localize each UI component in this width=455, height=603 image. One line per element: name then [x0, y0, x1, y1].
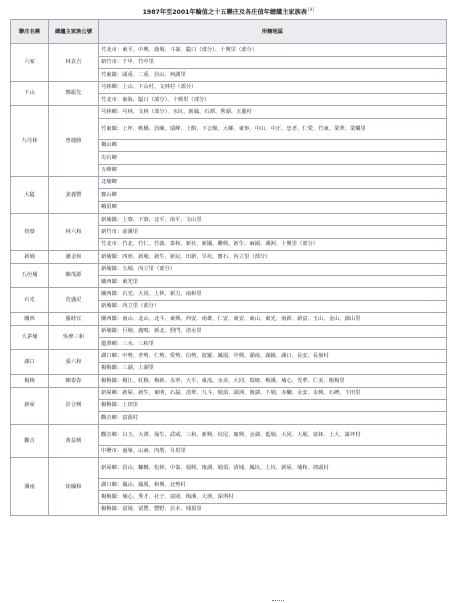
- area-cell: 新埔鎮：上寮、下寮、北平、南平、文山里: [99, 214, 447, 226]
- area-cell: 新竹市：千甲、竹中里: [99, 56, 447, 68]
- village-name-cell: 新埔: [11, 251, 49, 263]
- table-row: [11, 458, 447, 479]
- clan-cell: 姜義豐: [49, 176, 99, 213]
- table-row: [11, 375, 447, 387]
- village-name-cell: 五份埔: [11, 263, 49, 288]
- area-cell: 楊梅鎮：富岡、富豐、豐野、員本、埔頂里: [99, 503, 447, 515]
- area-cell: 龍潭鄉：三水、三和里: [99, 337, 447, 349]
- village-name-cell: 觀音: [11, 424, 49, 457]
- table-row: [11, 251, 447, 263]
- area-cell: 楊梅鎮：上田里: [99, 399, 447, 411]
- area-cell: 關西鎮：南山、北山、北斗、東興、西安、南雄、仁安、東安、東山、東光、南新、新富、玉山、金山、錦山里: [99, 313, 447, 325]
- area-cell: 觀音鄉：富源村: [99, 412, 447, 424]
- area-cell: 五峰鄉: [99, 164, 447, 176]
- header-row: [11, 20, 447, 44]
- village-name-cell: 大隘: [11, 176, 49, 213]
- table-row: [11, 387, 447, 399]
- area-cell: 橫山鄉: [99, 139, 447, 151]
- area-cell: 觀音鄉：白玉、大潭、保生、武威、三和、新興、坑尾、廣興、金湖、藍埔、大同、大堀、富林、上大、崙坪村: [99, 424, 447, 445]
- footnote-link[interactable]: [4]: [308, 8, 315, 13]
- area-cell: 寶山鄉: [99, 189, 447, 201]
- table-row: [11, 424, 447, 445]
- area-cell: 楊梅鎮：三湖、上湖里: [99, 362, 447, 374]
- area-cell: 楊梅鎮：楊江、紅梅、梅新、永寧、大平、東流、水美、大同、瑞塘、梅溪、埔心、光華、仁美、楊梅里: [99, 375, 447, 387]
- clan-cell: 陳茂源: [49, 263, 99, 288]
- area-cell: 芎林鄉：上山、下山村、文林村（部分）: [99, 81, 447, 93]
- area-cell: 新埔鎮：五埔、內立里（部分）: [99, 263, 447, 275]
- village-name-cell: 新屋: [11, 387, 49, 424]
- clan-cell: 黃益興: [49, 424, 99, 457]
- clan-cell: 鄭振先: [49, 81, 99, 106]
- village-name-cell: 楊梅: [11, 375, 49, 387]
- village-name-cell: 石光: [11, 288, 49, 313]
- area-cell: 竹北市：東平、中興、鹿場、斗崙、隘口（部分）、十興里（部分）: [99, 44, 447, 56]
- area-cell: 新埔鎮：內立里（部分）: [99, 300, 447, 312]
- clan-cell: 陳泰春: [49, 375, 99, 387]
- village-name-cell: 溪南: [11, 458, 49, 516]
- area-cell: 關西鎮：石光、大同、上林、新力、南和里: [99, 288, 447, 300]
- area-cell: 湖口鄉：中勢、孝勢、仁勢、愛勢、信勢、波羅、鳳凰、中興、湖南、湖鏡、湖口、長安、長嶺村: [99, 350, 447, 362]
- area-cell: 尖石鄉: [99, 152, 447, 164]
- village-name-cell: 大茅埔: [11, 325, 49, 350]
- area-cell: 芎林鄉：芎林、文林（部分）、水坑、新鳳、石潭、秀湖、五龍村: [99, 106, 447, 118]
- village-name-cell: 九芎林: [11, 106, 49, 177]
- table-row: [11, 176, 447, 188]
- header-village-name: 聯庄名稱: [11, 20, 49, 44]
- caption-text: 1987年至2001年輪值之十五聯庄及各庄值年總爐主家族表: [142, 9, 307, 17]
- clan-cell: 吳廖三和: [49, 325, 99, 350]
- area-cell: 新竹市：前溪里: [99, 226, 447, 238]
- village-name-cell: 六家: [11, 44, 49, 81]
- page-content: [10, 6, 446, 516]
- table-row: [11, 214, 447, 226]
- table-body: [11, 44, 447, 516]
- area-cell: 北埔鄉: [99, 176, 447, 188]
- area-cell: 峨眉鄉: [99, 201, 447, 213]
- header-clan: 總爐主家族公號: [49, 20, 99, 44]
- table-row: [11, 288, 447, 300]
- table-row: [11, 106, 447, 118]
- area-cell: 楊梅鎮：埔心、秀才、社子、富岡、梅溪、大坡、深圳村: [99, 491, 447, 503]
- table-caption: [10, 6, 447, 19]
- area-cell: 關西鎮：東光里: [99, 276, 447, 288]
- village-name-cell: 湖口: [11, 350, 49, 375]
- table-row: [11, 325, 447, 337]
- area-cell: 新屋鄉：新屋、新生、東明、石磊、清華、九斗、埔頂、頭洲、後湖、下埔、赤欄、永安、永興、石碑、下田里: [99, 387, 447, 399]
- area-cell: 竹東鎮：上坪、軟橋、員崠、瑞峰、上館、下公館、大鄉、東寧、中山、中正、忠孝、仁愛、竹東、榮華、榮樂里: [99, 118, 447, 139]
- clan-cell: 林六和: [49, 214, 99, 251]
- table-row: [11, 81, 447, 93]
- clan-cell: 曾捷勝: [49, 106, 99, 177]
- area-cell: 新埔鎮：四座、新埔、新生、新民、田新、旱坑、寶石、內立里（部分）: [99, 251, 447, 263]
- area-cell: 竹東鎮：頭重、二重、員山、柯湖里: [99, 69, 447, 81]
- joint-village-table: [10, 6, 447, 516]
- clan-cell: 張六和: [49, 350, 99, 375]
- clan-cell: 許合興: [49, 387, 99, 424]
- clan-cell: 羅時宜: [49, 313, 99, 325]
- header-areas: 所轄地區: [99, 20, 447, 44]
- area-cell: 新埔鎮：巨埔、鹿鳴、新北、照門、清水里: [99, 325, 447, 337]
- area-cell: 湖口鄉：鳳山、鳳凰、和興、北勢村: [99, 479, 447, 491]
- village-name-cell: 關西: [11, 313, 49, 325]
- area-cell: 新屋鄉：員山、糠榔、松林、中崙、福興、後湖、埔頂、清埔、鳳坑、上坑、新屋、埔和、坡頭村: [99, 458, 447, 479]
- clan-cell: 范盛記: [49, 288, 99, 313]
- clan-cell: 徐國和: [49, 458, 99, 516]
- area-cell: 竹北市：東海、隘口（部分）、十興里（部分）: [99, 93, 447, 105]
- table-row: [11, 263, 447, 275]
- village-name-cell: 枋寮: [11, 214, 49, 251]
- area-cell: 中壢市：過嶺、山東、內厝、月眉里: [99, 445, 447, 457]
- village-name-cell: 下山: [11, 81, 49, 106]
- table-row: [11, 350, 447, 362]
- area-cell: 竹北市：竹北、竹仁、竹義、泰和、新社、新國、聯興、新生、麻園、溪洲、十興里（部分）: [99, 238, 447, 250]
- clan-cell: 林貞吉: [49, 44, 99, 81]
- table-row: [11, 313, 447, 325]
- clan-cell: 潘金和: [49, 251, 99, 263]
- table-row: [11, 44, 447, 56]
